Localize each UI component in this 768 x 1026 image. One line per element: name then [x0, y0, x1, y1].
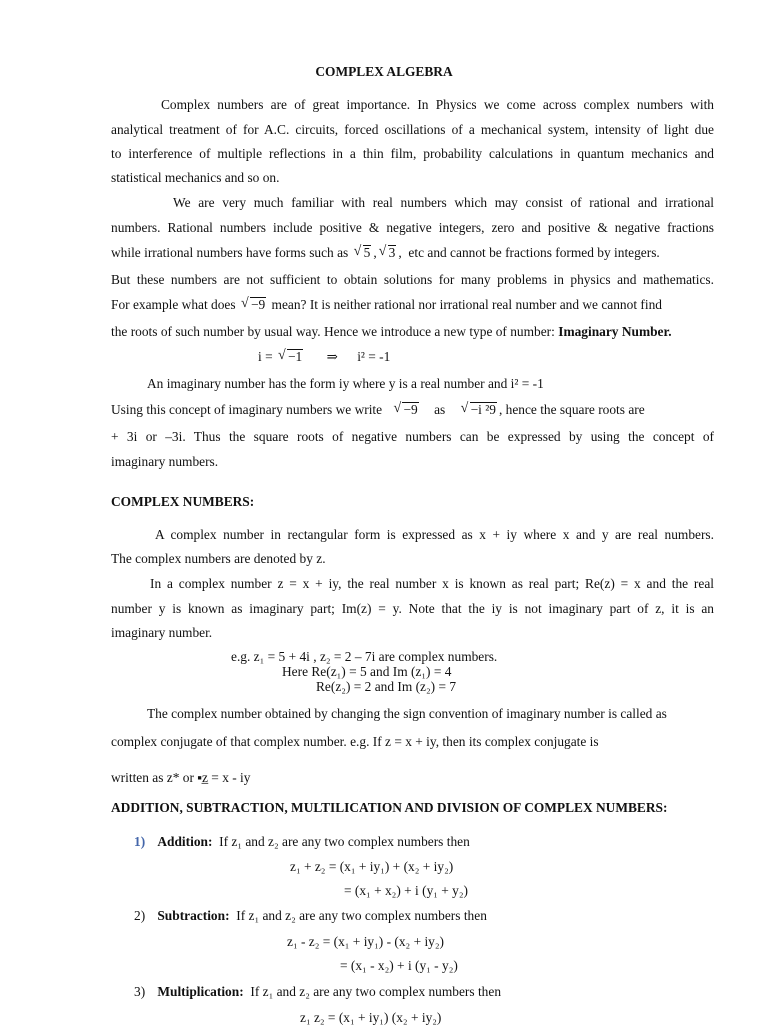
list-item-subtraction: 2) Subtraction: If z₁ and z₂ are any two complex numbers then [134, 908, 487, 923]
list-item-multiplication: 3) Multiplication: If z₁ and z₂ are any two complex numbers then [134, 984, 502, 999]
section-heading-operations: ADDITION, SUBTRACTION, MULTILICATION AND DIVISION OF COMPLEX NUMBERS: [111, 800, 668, 815]
paragraph-line: imaginary numbers. [111, 454, 219, 469]
equation-line: = (x₁ - x₂) + i (y₁ - y₂) [340, 958, 458, 973]
paragraph-line: + 3i or –3i. Thus the square roots of negative numbers can be expressed by using the concept of [111, 429, 714, 444]
paragraph-line: An imaginary number has the form iy where y is a real number and i² = -1 [147, 376, 544, 391]
sqrt-expression: √ 3 [379, 245, 397, 261]
equation-line: z₁ - z₂ = (x₁ + iy₁) - (x₂ + iy₂) [287, 934, 445, 949]
paragraph-line: number y is known as imaginary part; Im(z) = y. Note that the iy is not imaginary part of z, it is an [111, 601, 714, 616]
sqrt-expression: √ −9 [241, 297, 266, 313]
paragraph-line: We are very much familiar with real numbers which may consist of rational and irrational [173, 195, 714, 210]
page-title: COMPLEX ALGEBRA [315, 64, 453, 79]
paragraph-line: numbers. Rational numbers include positive & negative integers, zero and positive & negative fractions [111, 220, 714, 235]
equation-line: z₁ + z₂ = (x₁ + iy₁) + (x₂ + iy₂) [290, 859, 454, 874]
paragraph-line: In a complex number z = x + iy, the real number x is known as real part; Re(z) = x and the real [150, 576, 714, 591]
paragraph-line: while irrational numbers have forms such as √ 5 ,√ 3 , etc and cannot be fractions formed by integers. [111, 245, 714, 261]
equation-i: i = √ −1 ⇒ i² = -1 [258, 349, 618, 365]
equation-line: z₁ z₂ = (x₁ + iy₁) (x₂ + iy₂) [300, 1010, 442, 1025]
paragraph-line: to interference of multiple reflections in a thin film, probability calculations in quantum mechanics and [111, 146, 714, 161]
section-heading-complex-numbers: COMPLEX NUMBERS: [111, 494, 255, 509]
paragraph-line: statistical mechanics and so on. [111, 170, 280, 185]
paragraph-line: The complex numbers are denoted by z. [111, 551, 326, 566]
term-imaginary-number: Imaginary Number. [558, 324, 672, 339]
paragraph-line: The complex number obtained by changing the sign convention of imaginary number is called as [147, 706, 667, 721]
paragraph-line: analytical treatment of for A.C. circuits, forced oscillations of a mechanical system, intensity of light due [111, 122, 714, 137]
paragraph-line: imaginary number. [111, 625, 213, 640]
paragraph-line: For example what does √ −9 mean? It is neither rational nor irrational real number and we cannot find [111, 297, 714, 313]
paragraph-line: A complex number in rectangular form is expressed as x + iy where x and y are real numbers. [155, 527, 714, 542]
example-line: Here Re(z₁) = 5 and Im (z₁) = 4 [282, 664, 452, 679]
paragraph-line: Complex numbers are of great importance. In Physics we come across complex numbers with [161, 97, 714, 112]
equation-line: = (x₁ + x₂) + i (y₁ + y₂) [344, 883, 469, 898]
paragraph-line: the roots of such number by usual way. Hence we introduce a new type of number: Imaginary Number. [111, 324, 672, 339]
paragraph-line: Using this concept of imaginary numbers we write √ −9 as √ −i ²9 , hence the square roots are [111, 402, 714, 418]
sqrt-expression: √ 5 [354, 245, 372, 261]
paragraph-line: complex conjugate of that complex number. e.g. If z = x + iy, then its complex conjugate is [111, 734, 599, 749]
paragraph-line: written as z* or ▪z̲ = x - iy [111, 770, 251, 785]
example-line: e.g. z₁ = 5 + 4i , z₂ = 2 – 7i are complex numbers. [231, 649, 498, 664]
example-line: Re(z₂) = 2 and Im (z₂) = 7 [316, 679, 457, 694]
paragraph-line: But these numbers are not sufficient to obtain solutions for many problems in physics and mathematics. [111, 272, 714, 287]
list-item-addition: 1) Addition: If z₁ and z₂ are any two complex numbers then [134, 834, 470, 849]
